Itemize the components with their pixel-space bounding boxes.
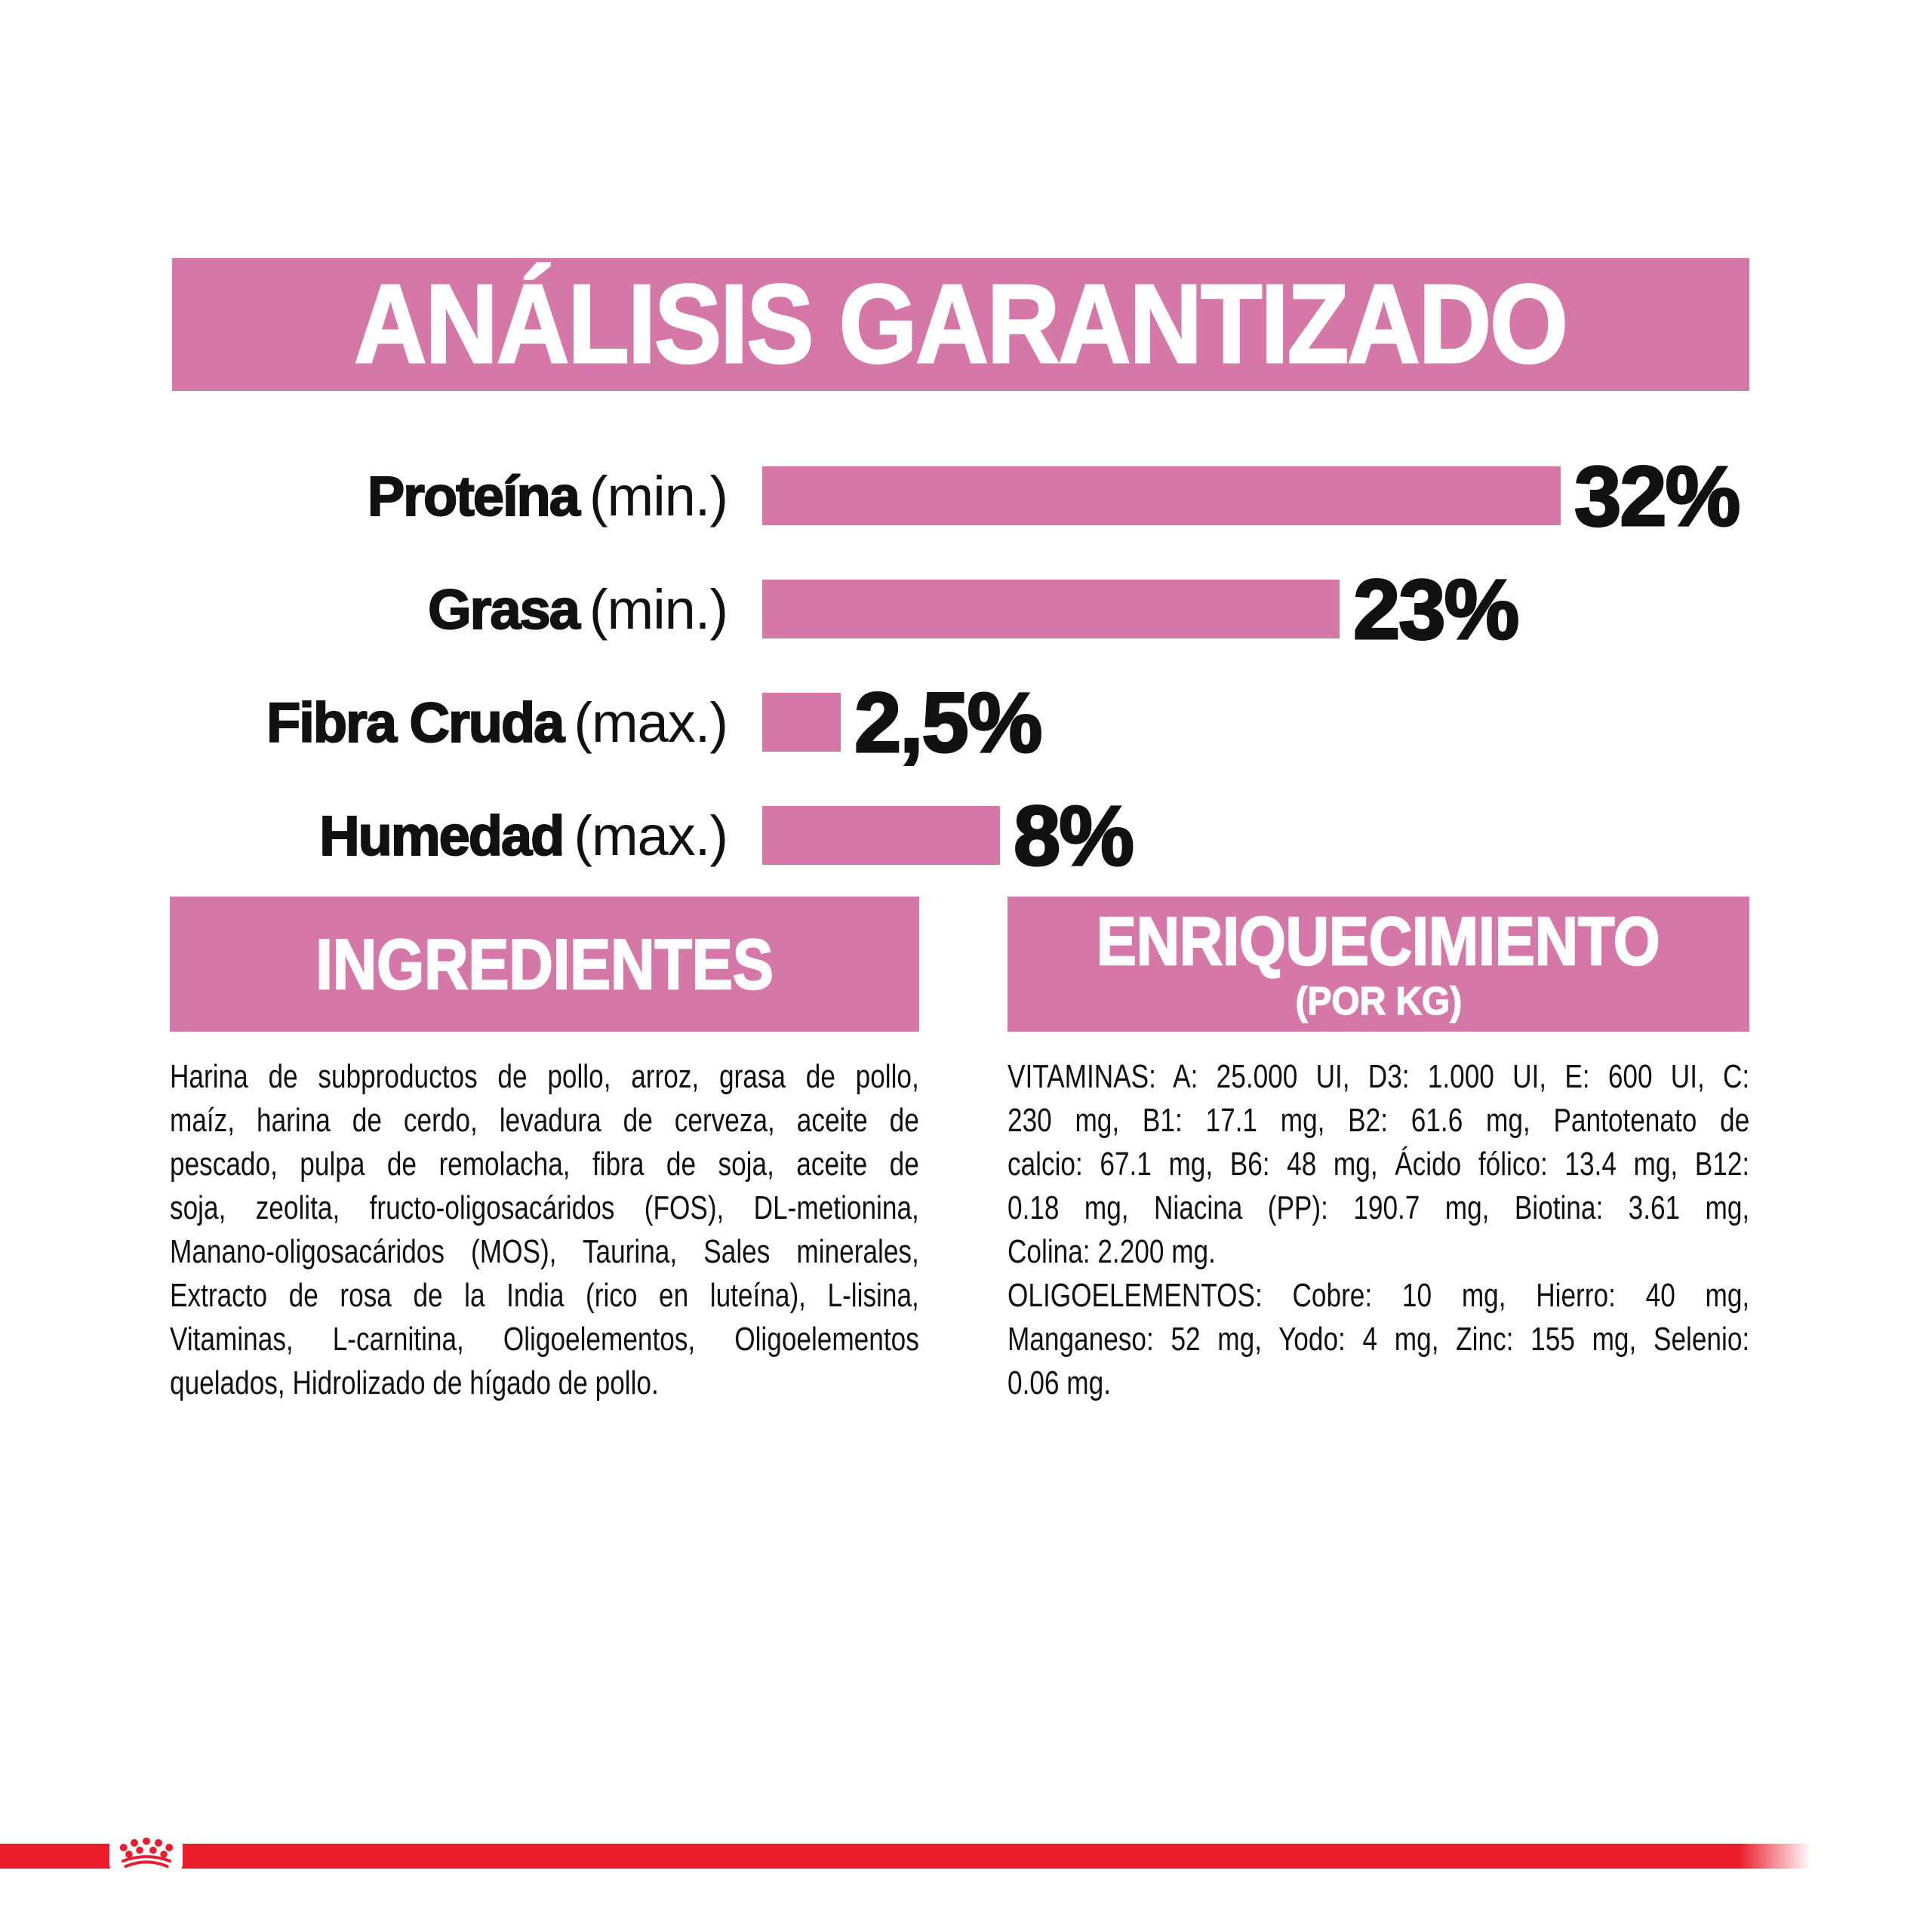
- enrichment-line: 230 mg, B1: 17.1 mg, B2: 61.6 mg, Pantotenato de: [1008, 1102, 1750, 1139]
- nutrient-qualifier: (max.): [574, 804, 728, 867]
- nutrient-name: Fibra Cruda: [266, 691, 564, 754]
- bar-zone: [762, 674, 1751, 771]
- royal-canin-logo: [109, 1834, 183, 1875]
- nutrient-qualifier: (min.): [589, 577, 728, 641]
- ingredients-line: Manano-oligosacáridos (MOS), Taurina, Sales minerales,: [170, 1233, 919, 1270]
- nutrient-label: [172, 804, 728, 868]
- bar-proteina: [762, 466, 1561, 525]
- ingredients-text: [170, 1055, 919, 1405]
- nutrient-label: [172, 691, 728, 755]
- chart-row-grasa: [172, 552, 1751, 666]
- ingredients-line: maíz, harina de cerdo, levadura de cerveza, aceite de: [170, 1102, 919, 1139]
- analysis-title: ANÁLISIS GARANTIZADO: [354, 262, 1567, 386]
- nutrient-name: Proteína: [367, 464, 579, 528]
- ingredients-line: soja, zeolita, fructo-oligosacáridos (FOS), DL-metionina,: [170, 1189, 919, 1226]
- enrichment-line: Colina: 2.200 mg.: [1008, 1233, 1216, 1270]
- analysis-header-banner: [172, 258, 1749, 391]
- bar-grasa: [762, 580, 1340, 638]
- bar-value: 2,5%: [854, 675, 1041, 770]
- nutrient-qualifier: (max.): [574, 691, 728, 754]
- enrichment-line: Manganeso: 52 mg, Yodo: 4 mg, Zinc: 155 mg, Selenio:: [1008, 1321, 1750, 1358]
- bar-zone: [762, 787, 1751, 884]
- nutrient-label: [172, 577, 728, 641]
- bar-humedad: [762, 806, 1000, 865]
- enrichment-text: [1008, 1055, 1749, 1405]
- ingredients-heading: INGREDIENTES: [315, 924, 774, 1004]
- enrichment-line: 0.18 mg, Niacina (PP): 190.7 mg, Biotina: 3.61 mg,: [1008, 1189, 1750, 1226]
- bar-value: 23%: [1353, 561, 1518, 657]
- enrichment-line: OLIGOELEMENTOS: Cobre: 10 mg, Hierro: 40 mg,: [1008, 1277, 1750, 1314]
- ingredients-line: Vitaminas, L-carnitina, Oligoelementos, Oligoelementos: [170, 1321, 919, 1358]
- ingredients-line: pescado, pulpa de remolacha, fibra de soja, aceite de: [170, 1146, 919, 1183]
- nutrient-label: [172, 464, 728, 528]
- ingredients-banner: [170, 897, 919, 1032]
- bar-zone: [762, 561, 1751, 658]
- chart-row-humedad: [172, 779, 1751, 892]
- nutrient-name: Humedad: [319, 804, 564, 867]
- ingredients-line: quelados, Hidrolizado de hígado de pollo.: [170, 1364, 659, 1401]
- ingredients-line: Extracto de rosa de la India (rico en luteína), L-lisina,: [170, 1277, 919, 1314]
- enrichment-subheading: (POR KG): [1295, 979, 1462, 1023]
- nutrient-name: Grasa: [428, 577, 579, 641]
- footer-stripe: [0, 1844, 1811, 1869]
- enrichment-line: VITAMINAS: A: 25.000 UI, D3: 1.000 UI, E: 600 UI, C:: [1008, 1058, 1750, 1095]
- nutrient-qualifier: (min.): [589, 464, 728, 528]
- bar-value: 8%: [1014, 788, 1133, 883]
- enrichment-line: 0.06 mg.: [1008, 1364, 1111, 1401]
- chart-row-proteina: [172, 439, 1751, 552]
- bar-fibra-cruda: [762, 693, 841, 752]
- enrichment-line: calcio: 67.1 mg, B6: 48 mg, Ácido fólico: 13.4 mg, B12:: [1008, 1146, 1750, 1183]
- bar-zone: [762, 448, 1751, 545]
- bar-value: 32%: [1574, 448, 1740, 543]
- ingredients-line: Harina de subproductos de pollo, arroz, grasa de pollo,: [170, 1058, 919, 1095]
- guaranteed-analysis-chart: [172, 439, 1751, 892]
- chart-row-fibra-cruda: [172, 666, 1751, 779]
- enrichment-heading: ENRIQUECIMIENTO: [1097, 903, 1660, 980]
- crown-paw-icon: [113, 1836, 180, 1872]
- enrichment-banner: [1008, 897, 1749, 1032]
